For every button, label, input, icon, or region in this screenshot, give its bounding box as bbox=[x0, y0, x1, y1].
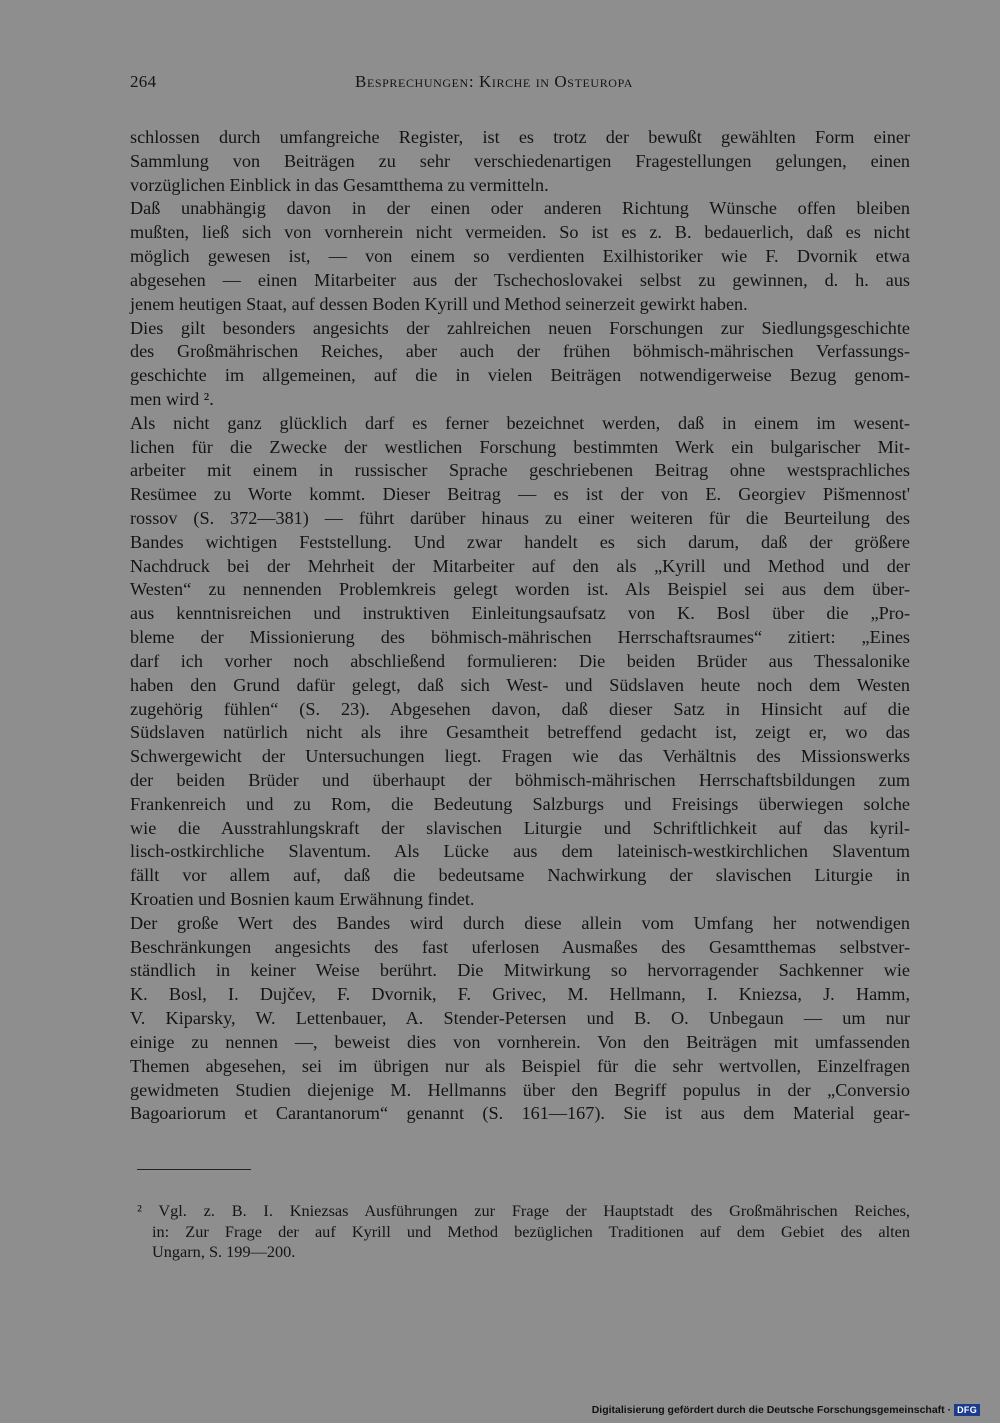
text-line: Beschränkungen angesichts des fast uferlosen Ausmaßes des Gesamtthemas selbstver- bbox=[130, 936, 910, 957]
page-number: 264 bbox=[130, 72, 157, 91]
text-line: lichen für die Zwecke der westlichen Forschung bestimmten Werk ein bulgarischer Mit- bbox=[130, 436, 910, 457]
text-line: abgesehen — einen Mitarbeiter aus der Tschechoslovakei selbst zu gewinnen, d. h. aus bbox=[130, 269, 910, 290]
text-line: zugehörig fühlen“ (S. 23). Abgesehen davon, daß dieser Satz in Hinsicht auf die bbox=[130, 698, 910, 719]
page-header bbox=[130, 72, 910, 96]
text-line: gewidmeten Studien diejenige M. Hellmanns über den Begriff populus in der „Conversio bbox=[130, 1079, 910, 1100]
footnote-divider bbox=[137, 1169, 251, 1170]
text-line: Schwergewicht der Untersuchungen liegt. Fragen wie das Verhältnis des Missionswerks bbox=[130, 746, 910, 767]
text-line: haben den Grund dafür gelegt, daß sich West- und Südslaven heute noch dem Westen bbox=[130, 674, 910, 695]
footnote-line: in: Zur Frage der auf Kyrill und Method bezüglichen Traditionen auf dem Gebiet des alten bbox=[152, 1221, 910, 1241]
text-line: jenem heutigen Staat, auf dessen Boden Kyrill und Method seinerzeit gewirkt haben. bbox=[130, 293, 748, 314]
text-line: rossov (S. 372—381) — führt darüber hinaus zu einer weiteren für die Beurteilung des bbox=[130, 508, 910, 528]
text-line: fällt vor allem auf, daß die bedeutsame Nachwirkung der slavischen Liturgie in bbox=[130, 865, 910, 886]
text-line: Als nicht ganz glücklich darf es ferner bezeichnet werden, daß in einem im wesent- bbox=[130, 412, 910, 433]
text-line: Westen“ zu nennenden Problemkreis gelegt worden ist. Als Beispiel sei aus dem über- bbox=[130, 579, 910, 600]
text-line: lisch-ostkirchliche Slaventum. Als Lücke aus dem lateinisch-westkirchlichen Slaventum bbox=[130, 841, 910, 862]
footnote-line: Ungarn, S. 199—200. bbox=[152, 1242, 296, 1261]
text-line: men wird ². bbox=[130, 388, 214, 409]
text-line: Sammlung von Beiträgen zu sehr verschiedenartigen Fragestellungen gelungen, einen bbox=[130, 150, 910, 171]
digitization-credit bbox=[592, 1403, 980, 1417]
text-line: einige zu nennen —, beweist dies von vornherein. Von den Beiträgen mit umfassenden bbox=[130, 1031, 910, 1052]
running-head: Besprechungen: Kirche in Osteuropa bbox=[355, 72, 634, 91]
footnote-line: ² Vgl. z. B. I. Kniezsas Ausführungen zur Frage der Hauptstadt des Großmährischen Reiches, bbox=[137, 1201, 910, 1220]
text-line: mußten, ließ sich von vornherein nicht vermeiden. So ist es z. B. bedauerlich, daß es nicht bbox=[130, 222, 910, 243]
text-line: des Großmährischen Reiches, aber auch der frühen böhmisch-mährischen Verfassungs- bbox=[130, 341, 910, 362]
text-line: schlossen durch umfangreiche Register, ist es trotz der bewußt gewählten Form einer bbox=[130, 127, 910, 147]
text-line: K. Bosl, I. Dujčev, F. Dvornik, F. Grivec, M. Hellmann, I. Kniezsa, J. Hamm, bbox=[130, 984, 910, 1005]
text-line: der beiden Brüder und überhaupt der böhmisch-mährischen Herrschaftsbildungen zum bbox=[130, 769, 910, 790]
text-line: Nachdruck bei der Mehrheit der Mitarbeiter auf den als „Kyrill und Method und der bbox=[130, 555, 910, 576]
text-line: Südslaven natürlich nicht als ihre Gesamtheit betreffend gedacht ist, zeigt er, wo das bbox=[130, 722, 910, 743]
credit-text: Digitalisierung gefördert durch die Deutsche Forschungsgemeinschaft · bbox=[591, 1404, 952, 1416]
text-line: vorzüglichen Einblick in das Gesamtthema zu vermitteln. bbox=[130, 174, 549, 195]
text-line: geschichte im allgemeinen, auf die in vielen Beiträgen notwendigerweise Bezug genom- bbox=[130, 365, 910, 386]
text-line: Resümee zu Worte kommt. Dieser Beitrag — es ist der von E. Georgiev Pis̆mennost' bbox=[130, 484, 910, 505]
text-line: arbeiter mit einem in russischer Sprache geschriebenen Beitrag ohne westsprachliches bbox=[130, 460, 910, 481]
text-line: Themen abgesehen, sei im übrigen nur als Beispiel für die sehr wertvollen, Einzelfragen bbox=[130, 1055, 910, 1076]
text-line: bleme der Missionierung des böhmisch-mährischen Herrschaftsraumes“ zitiert: „Eines bbox=[130, 627, 910, 648]
text-line: V. Kiparsky, W. Lettenbauer, A. Stender-Petersen und B. O. Unbegaun — um nur bbox=[130, 1008, 910, 1029]
text-line: Daß unabhängig davon in der einen oder anderen Richtung Wünsche offen bleiben bbox=[130, 198, 910, 219]
text-line: wie die Ausstrahlungskraft der slavischen Liturgie und Schriftlichkeit auf das kyril- bbox=[130, 817, 910, 838]
text-line: Bandes wichtigen Feststellung. Und zwar handelt es sich darum, daß der größere bbox=[130, 531, 910, 552]
text-line: Kroatien und Bosnien kaum Erwähnung findet. bbox=[130, 889, 475, 909]
body-text bbox=[130, 126, 910, 1126]
text-line: Bagoariorum et Carantanorum“ genannt (S. 161—167). Sie ist aus dem Material gear- bbox=[130, 1103, 910, 1124]
text-line: Frankenreich und zu Rom, die Bedeutung Salzburgs und Freisings überwiegen solche bbox=[130, 793, 910, 814]
text-line: möglich gewesen ist, — von einem so verdienten Exilhistoriker wie F. Dvornik etwa bbox=[130, 246, 910, 267]
text-line: Der große Wert des Bandes wird durch diese allein vom Umfang her notwendigen bbox=[130, 912, 910, 933]
text-line: darf ich vorher noch abschließend formulieren: Die beiden Brüder aus Thessalonike bbox=[130, 650, 910, 671]
dfg-logo-icon: DFG bbox=[954, 1404, 980, 1416]
text-line: ständlich in keiner Weise berührt. Die Mitwirkung so hervorragender Sachkenner wie bbox=[130, 960, 910, 981]
text-line: aus kenntnisreichen und instruktiven Einleitungsaufsatz von K. Bosl über die „Pro- bbox=[130, 603, 910, 624]
text-line: Dies gilt besonders angesichts der zahlreichen neuen Forschungen zur Siedlungsgeschichte bbox=[130, 317, 910, 338]
footnotes bbox=[137, 1201, 910, 1263]
